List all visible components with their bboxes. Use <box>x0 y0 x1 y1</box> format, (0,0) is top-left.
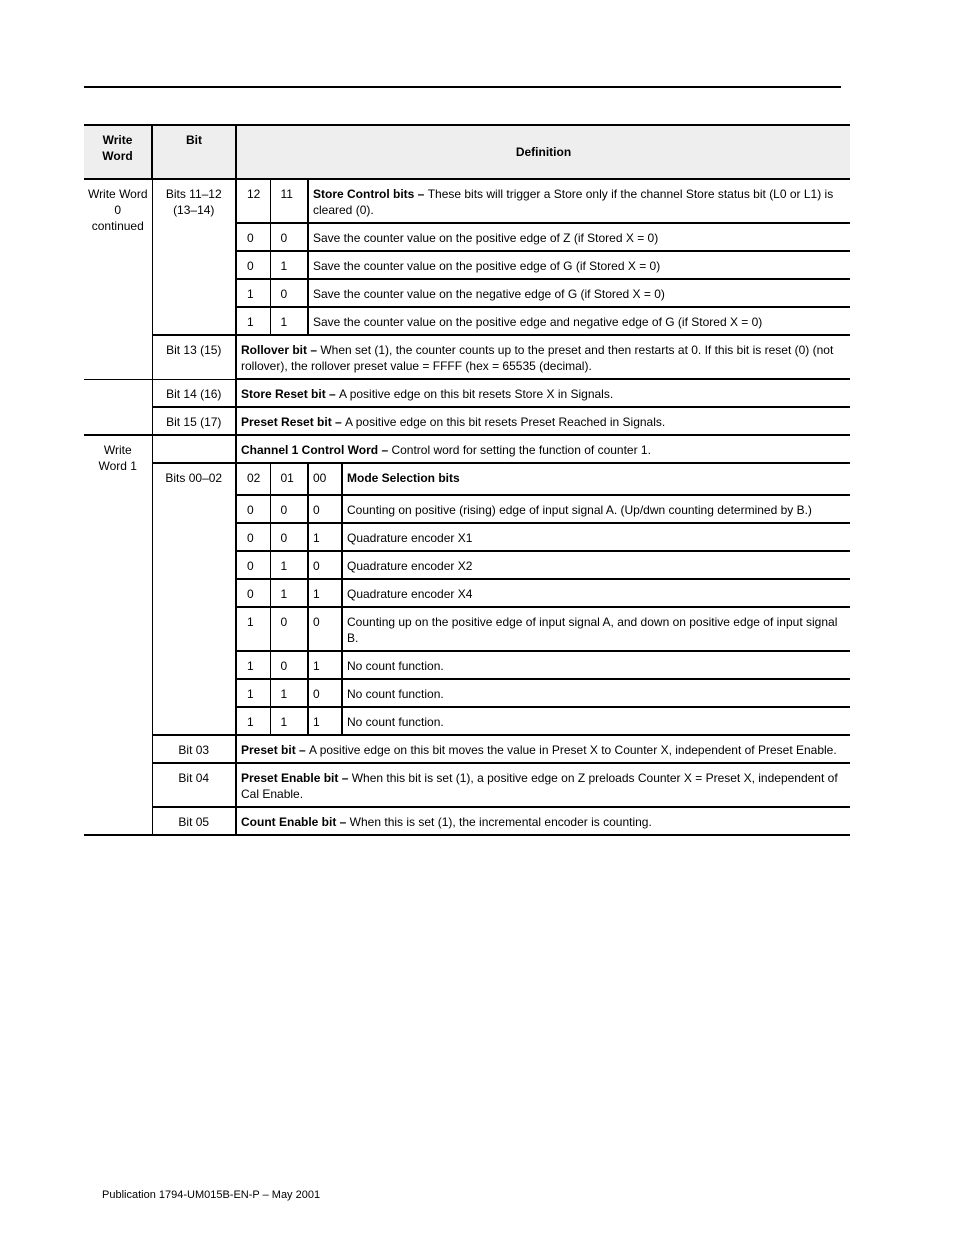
cell-value: 1 <box>270 579 308 607</box>
cell-value: 1 <box>270 707 308 735</box>
cell-description: Save the counter value on the positive edge of G (if Stored X = 0) <box>308 251 850 279</box>
empty-cell <box>84 379 152 407</box>
store-control-definition <box>308 179 850 223</box>
definition-table <box>84 124 850 836</box>
col-header-00: 00 <box>308 463 342 495</box>
cell-description: Quadrature encoder X2 <box>342 551 850 579</box>
table-row <box>84 463 850 495</box>
cell-description: No count function. <box>342 679 850 707</box>
preset-text: A positive edge on this bit moves the value in Preset X to Counter X, independent of Preset Enable. <box>309 743 837 757</box>
control-word-title: Channel 1 Control Word – <box>241 443 392 457</box>
table-row <box>84 735 850 763</box>
col-header-01: 01 <box>270 463 308 495</box>
cell-value: 0 <box>236 223 270 251</box>
cell-value: 0 <box>308 551 342 579</box>
cell-description: Save the counter value on the negative edge of G (if Stored X = 0) <box>308 279 850 307</box>
col-header-11: 11 <box>270 179 308 223</box>
cell-value: 0 <box>236 251 270 279</box>
cell-value: 1 <box>308 579 342 607</box>
empty-cell <box>84 407 152 435</box>
cell-description: No count function. <box>342 651 850 679</box>
rollover-title: Rollover bit – <box>241 343 321 357</box>
preset-definition <box>236 735 850 763</box>
write-word-1-label: Write Word 1 <box>84 435 152 835</box>
bit-label: Bits 00–02 <box>152 463 236 735</box>
preset-enable-title: Preset Enable bit – <box>241 771 352 785</box>
cell-description: Save the counter value on the positive edge and negative edge of G (if Stored X = 0) <box>308 307 850 335</box>
cell-description: Save the counter value on the positive edge of Z (if Stored X = 0) <box>308 223 850 251</box>
table-row <box>84 807 850 835</box>
bit-label: Bit 14 (16) <box>152 379 236 407</box>
cell-description: Quadrature encoder X1 <box>342 523 850 551</box>
cell-value: 1 <box>270 251 308 279</box>
cell-value: 1 <box>236 707 270 735</box>
count-enable-title: Count Enable bit – <box>241 815 350 829</box>
col-header-12: 12 <box>236 179 270 223</box>
cell-value: 0 <box>270 523 308 551</box>
cell-value: 1 <box>270 551 308 579</box>
preset-enable-text: When this bit is set (1), a positive edge on Z preloads Counter X = Preset X, independent of Cal Enable. <box>241 771 838 801</box>
bit-label: Bit 04 <box>152 763 236 807</box>
rollover-text: When set (1), the counter counts up to the preset and then restarts at 0. If this bit is reset (0) (not rollover), the rollover preset value = FFFF (hex = 65535 (decimal). <box>241 343 834 373</box>
cell-value: 1 <box>308 707 342 735</box>
cell-value: 0 <box>270 495 308 523</box>
table-row <box>84 379 850 407</box>
cell-value: 0 <box>270 607 308 651</box>
store-control-title: Store Control bits – <box>313 187 428 201</box>
preset-reset-text: A positive edge on this bit resets Preset Reached in Signals. <box>345 415 666 429</box>
cell-value: 0 <box>308 607 342 651</box>
header-definition: Definition <box>236 125 850 179</box>
bit-label: Bit 13 (15) <box>152 335 236 379</box>
count-enable-definition <box>236 807 850 835</box>
control-word-definition <box>236 435 850 463</box>
cell-value: 1 <box>236 607 270 651</box>
bit-label: Bits 11–12 (13–14) <box>152 179 236 335</box>
cell-value: 1 <box>270 679 308 707</box>
table-row <box>84 335 850 379</box>
preset-title: Preset bit – <box>241 743 310 757</box>
preset-reset-definition <box>236 407 850 435</box>
table-row <box>84 763 850 807</box>
write-word-0-label: Write Word 0 continued <box>84 179 152 335</box>
cell-value: 0 <box>308 495 342 523</box>
rollover-definition <box>236 335 850 379</box>
empty-cell <box>84 335 152 379</box>
header-bit: Bit <box>152 125 236 179</box>
cell-value: 0 <box>236 495 270 523</box>
preset-reset-title: Preset Reset bit – <box>241 415 346 429</box>
cell-value: 1 <box>308 523 342 551</box>
cell-value: 0 <box>270 279 308 307</box>
bit-label: Bit 05 <box>152 807 236 835</box>
store-control-text: These bits will trigger a Store only if the channel Store status bit (L0 or L1) is cleared (0). <box>313 187 834 217</box>
cell-value: 0 <box>236 523 270 551</box>
publication-footer: Publication 1794-UM015B-EN-P – May 2001 <box>102 1189 321 1201</box>
cell-description: Counting on positive (rising) edge of input signal A. (Up/dwn counting determined by B.) <box>342 495 850 523</box>
cell-value: 1 <box>270 307 308 335</box>
mode-selection-title: Mode Selection bits <box>342 463 850 495</box>
cell-value: 1 <box>236 651 270 679</box>
table-header <box>84 125 850 179</box>
top-rule <box>84 86 841 88</box>
table-row <box>84 407 850 435</box>
table-row <box>84 179 850 223</box>
table-row <box>84 435 850 463</box>
cell-value: 1 <box>236 679 270 707</box>
cell-value: 0 <box>270 651 308 679</box>
cell-value: 1 <box>236 307 270 335</box>
col-header-02: 02 <box>236 463 270 495</box>
control-word-text: Control word for setting the function of counter 1. <box>391 443 651 457</box>
store-reset-title: Store Reset bit – <box>241 387 340 401</box>
cell-value: 0 <box>270 223 308 251</box>
cell-value: 0 <box>236 579 270 607</box>
cell-value: 1 <box>236 279 270 307</box>
cell-description: Counting up on the positive edge of input signal A, and down on positive edge of input signal B. <box>342 607 850 651</box>
bit-label: Bit 15 (17) <box>152 407 236 435</box>
bit-label: Bit 03 <box>152 735 236 763</box>
cell-description: Quadrature encoder X4 <box>342 579 850 607</box>
cell-value: 1 <box>308 651 342 679</box>
header-write-word: Write Word <box>84 125 152 179</box>
cell-value: 0 <box>308 679 342 707</box>
store-reset-text: A positive edge on this bit resets Store X in Signals. <box>339 387 614 401</box>
store-reset-definition <box>236 379 850 407</box>
preset-enable-definition <box>236 763 850 807</box>
empty-cell <box>152 435 236 463</box>
cell-value: 0 <box>236 551 270 579</box>
count-enable-text: When this is set (1), the incremental encoder is counting. <box>349 815 652 829</box>
cell-description: No count function. <box>342 707 850 735</box>
